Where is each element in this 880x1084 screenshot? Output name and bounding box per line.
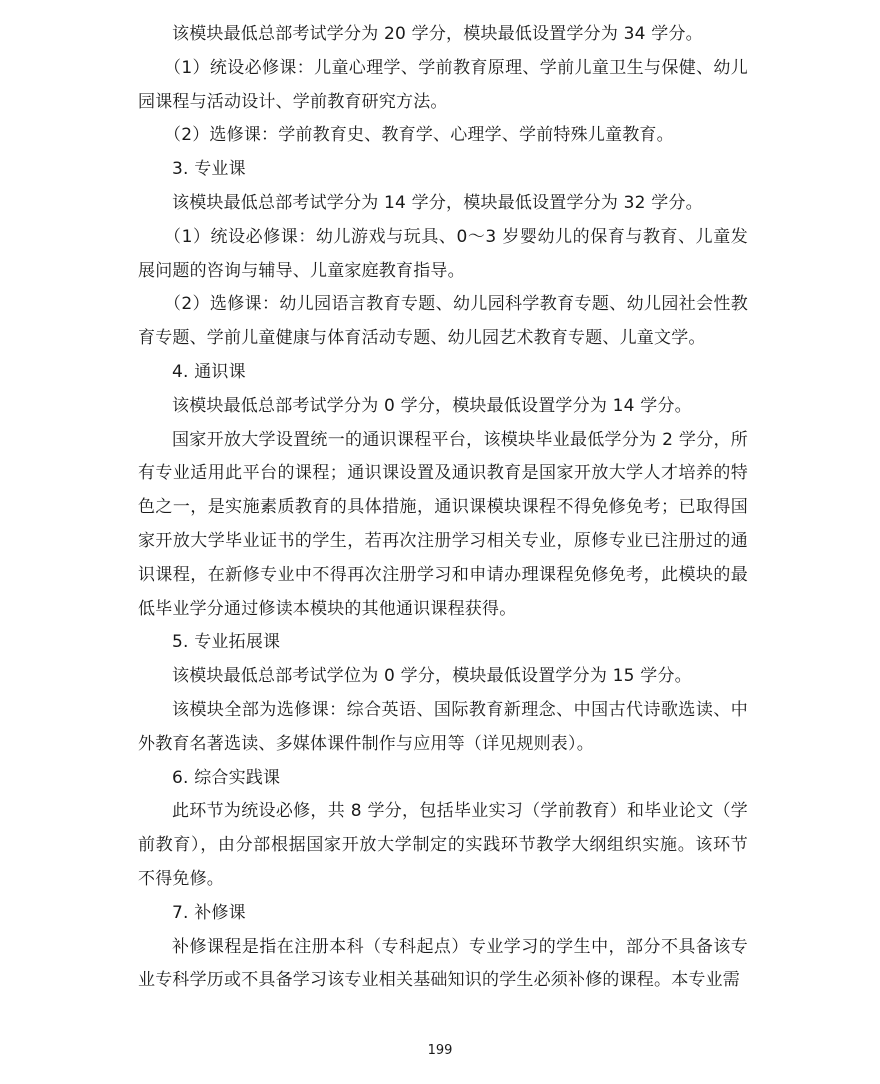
paragraph: 该模块最低总部考试学分为 20 学分，模块最低设置学分为 34 学分。 bbox=[172, 24, 703, 44]
paragraph: 此环节为统设必修，共 8 学分，包括毕业实习（学前教育）和毕业论文（学前教育），由分部根据国家开放大学制定的实践环节教学大纲组织实施。该环节不得免修。 bbox=[138, 801, 748, 889]
paragraph: 该模块最低总部考试学位为 0 学分，模块最低设置学分为 15 学分。 bbox=[172, 666, 692, 687]
paragraph: （2）选修课：幼儿园语言教育专题、幼儿园科学教育专题、幼儿园社会性教育专题、学前儿童健康与体育活动专题、幼儿园艺术教育专题、儿童文学。 bbox=[138, 294, 748, 349]
paragraph: 该模块全部为选修课：综合英语、国际教育新理念、中国古代诗歌选读、中外教育名著选读、多媒体课件制作与应用等（详见规则表）。 bbox=[138, 699, 748, 754]
section-heading: 3. 专业课 bbox=[172, 159, 246, 180]
paragraph: 该模块最低总部考试学分为 14 学分，模块最低设置学分为 32 学分。 bbox=[172, 192, 703, 213]
section-heading: 7. 补修课 bbox=[172, 902, 246, 923]
paragraph: （1）统设必修课：儿童心理学、学前教育原理、学前儿童卫生与保健、幼儿园课程与活动设计、学前教育研究方法。 bbox=[138, 57, 748, 112]
page-number: 199 bbox=[427, 1043, 453, 1058]
paragraph: 该模块最低总部考试学分为 0 学分，模块最低设置学分为 14 学分。 bbox=[172, 395, 692, 416]
paragraph: （2）选修课：学前教育史、教育学、心理学、学前特殊儿童教育。 bbox=[164, 125, 674, 146]
section-heading: 6. 综合实践课 bbox=[172, 767, 281, 788]
paragraph: （1）统设必修课：幼儿游戏与玩具、0～3 岁婴幼儿的保育与教育、儿童发展问题的咨询与辅导、儿童家庭教育指导。 bbox=[138, 226, 748, 281]
paragraph: 补修课程是指在注册本科（专科起点）专业学习的学生中，部分不具备该专业专科学历或不具备学习该专业相关基础知识的学生必须补修的课程。本专业需 bbox=[138, 936, 748, 991]
section-heading: 5. 专业拓展课 bbox=[172, 632, 281, 653]
paragraph: 国家开放大学设置统一的通识课程平台，该模块毕业最低学分为 2 学分，所有专业适用此平台的课程；通识课设置及通识教育是国家开放大学人才培养的特色之一，是实施素质教育的具体措施，通识课模块课程不得免修免考；已取得国家开放大学毕业证书的学生，若再次注册学习相关专业，原修专业已注册过的通识课程，在新修专业中不得再次注册学习和申请办理课程免修免考，此模块的最低毕业学分通过修读本模块的其他通识课程获得。 bbox=[138, 429, 748, 619]
document-body bbox=[138, 18, 748, 998]
section-heading: 4. 通识课 bbox=[172, 361, 246, 382]
